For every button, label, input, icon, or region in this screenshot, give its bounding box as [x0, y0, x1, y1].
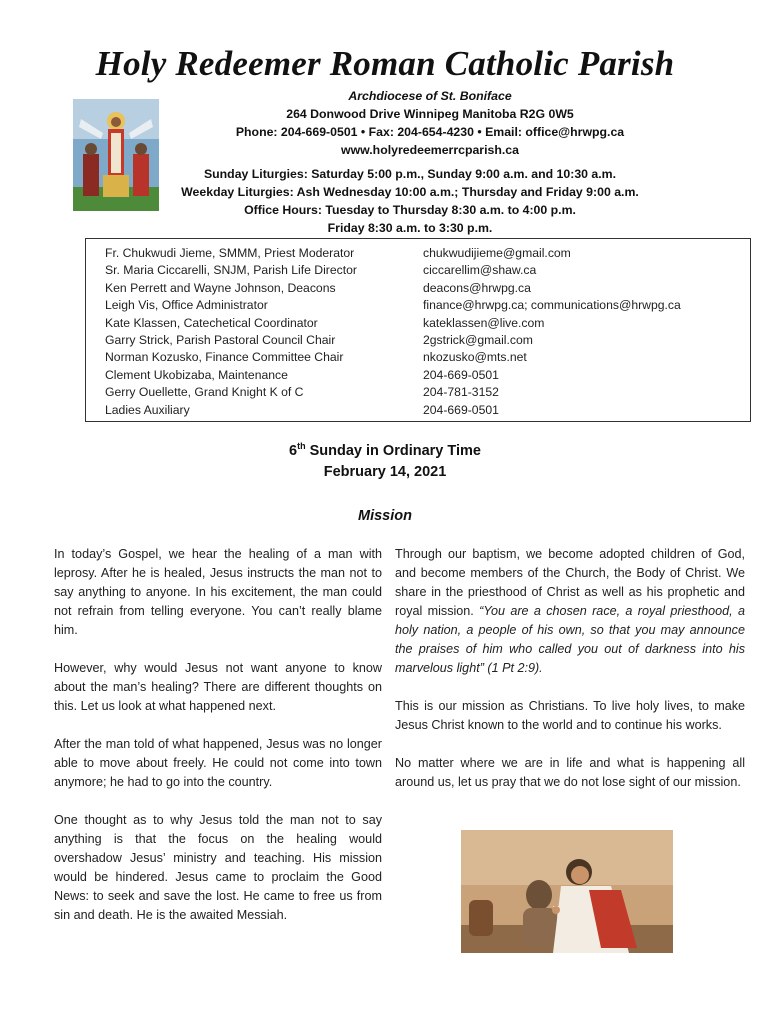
- staff-contact: deacons@hrwpg.ca: [423, 280, 531, 295]
- reflection-heading: Mission: [358, 508, 412, 524]
- paragraph: After the man told of what happened, Jesus was no longer able to move about freely. He could not come into town anymore; he had to go into the country.: [54, 737, 382, 789]
- scripture-quote: “You are a chosen race, a royal priesthood, a holy nation, a people of his own, so that you may announce the praises of him who called you out of darkness into his marvelous light” (1 Pt 2:9).: [395, 604, 746, 675]
- staff-name: Leigh Vis, Office Administrator: [105, 298, 268, 313]
- staff-contacts-column: [423, 245, 681, 419]
- staff-contact: 204-781-3152: [423, 385, 499, 400]
- staff-name: Gerry Ouellette, Grand Knight K of C: [105, 385, 304, 400]
- office-hours-friday: Friday 8:30 a.m. to 3:30 p.m.: [327, 221, 493, 235]
- sunday-number: 6: [289, 442, 298, 459]
- staff-contact: kateklassen@live.com: [423, 315, 545, 330]
- address-line: 264 Donwood Drive Winnipeg Manitoba R2G 0W5: [286, 107, 574, 121]
- right-text-column: [395, 545, 745, 811]
- jesus-healing-painting: [461, 830, 673, 953]
- staff-name: Sr. Maria Ciccarelli, SNJM, Parish Life Director: [105, 263, 357, 278]
- paragraph-text: Through our baptism, we become adopted children of God, and become members of the Church, the Body of Christ. We share in the priesthood of Christ as well as his prophetic and royal mission.: [395, 547, 745, 618]
- archdiocese-line: Archdiocese of St. Boniface: [348, 89, 512, 103]
- staff-contact: ciccarellim@shaw.ca: [423, 263, 537, 278]
- staff-directory: [85, 238, 751, 422]
- sunday-liturgies: Sunday Liturgies: Saturday 5:00 p.m., Sunday 9:00 a.m. and 10:30 a.m.: [203, 167, 617, 181]
- staff-contact: nkozusko@mts.net: [423, 350, 527, 365]
- parish-title: Holy Redeemer Roman Catholic Parish: [95, 44, 675, 83]
- ordinal-suffix: th: [297, 441, 306, 451]
- staff-name: Garry Strick, Parish Pastoral Council Chair: [105, 333, 336, 348]
- sunday-name: Sunday in Ordinary Time: [305, 442, 481, 459]
- paragraph: No matter where we are in life and what is happening all around us, let us pray that we do not lose sight of our mission.: [395, 756, 745, 789]
- staff-name: Kate Klassen, Catechetical Coordinator: [105, 315, 318, 330]
- paragraph: In today’s Gospel, we hear the healing of a man with leprosy. After he is healed, Jesus instructs the man not to say anything to anyone. In his excitement, the man could not refrain from telling everyone. You can’t really blame him.: [54, 547, 382, 637]
- bulletin-date: February 14, 2021: [323, 464, 447, 480]
- staff-name: Ladies Auxiliary: [105, 402, 190, 417]
- weekday-liturgies: Weekday Liturgies: Ash Wednesday 10:00 a.m.; Thursday and Friday 9:00 a.m.: [181, 185, 639, 199]
- staff-contact: 2gstrick@gmail.com: [423, 333, 533, 348]
- contact-line: Phone: 204-669-0501 • Fax: 204-654-4230 • Email: office@hrwpg.ca: [235, 125, 625, 139]
- staff-name: Fr. Chukwudi Jieme, SMMM, Priest Moderator: [105, 246, 355, 260]
- paragraph: One thought as to why Jesus told the man not to say anything is that the focus on the healing would overshadow Jesus’ ministry and teaching. His mission would be hindered. Jesus came to proclaim the Good News: to seek and save the lost. He came to free us from sin and death. He is the awaited Messiah.: [54, 813, 382, 922]
- staff-contact: 204-669-0501: [423, 367, 499, 382]
- staff-names-column: [105, 245, 357, 419]
- paragraph: [395, 545, 745, 678]
- staff-contact: chukwudijieme@gmail.com: [423, 246, 571, 260]
- office-hours: Office Hours: Tuesday to Thursday 8:30 a.m. to 4:00 p.m.: [244, 203, 576, 217]
- staff-name: Clement Ukobizaba, Maintenance: [105, 367, 288, 382]
- liturgical-day: [0, 441, 770, 459]
- paragraph: This is our mission as Christians. To live holy lives, to make Jesus Christ known to the world and to continue his works.: [395, 699, 745, 732]
- staff-name: Ken Perrett and Wayne Johnson, Deacons: [105, 280, 336, 295]
- staff-contact: 204-669-0501: [423, 402, 499, 417]
- staff-name: Norman Kozusko, Finance Committee Chair: [105, 350, 344, 365]
- paragraph: However, why would Jesus not want anyone to know about the man’s healing? There are different thoughts on this. Let us look at what happened next.: [54, 661, 382, 713]
- left-text-column: [54, 545, 382, 944]
- staff-contact: finance@hrwpg.ca; communications@hrwpg.ca: [423, 298, 681, 313]
- website-line: www.holyredeemerrcparish.ca: [341, 143, 519, 157]
